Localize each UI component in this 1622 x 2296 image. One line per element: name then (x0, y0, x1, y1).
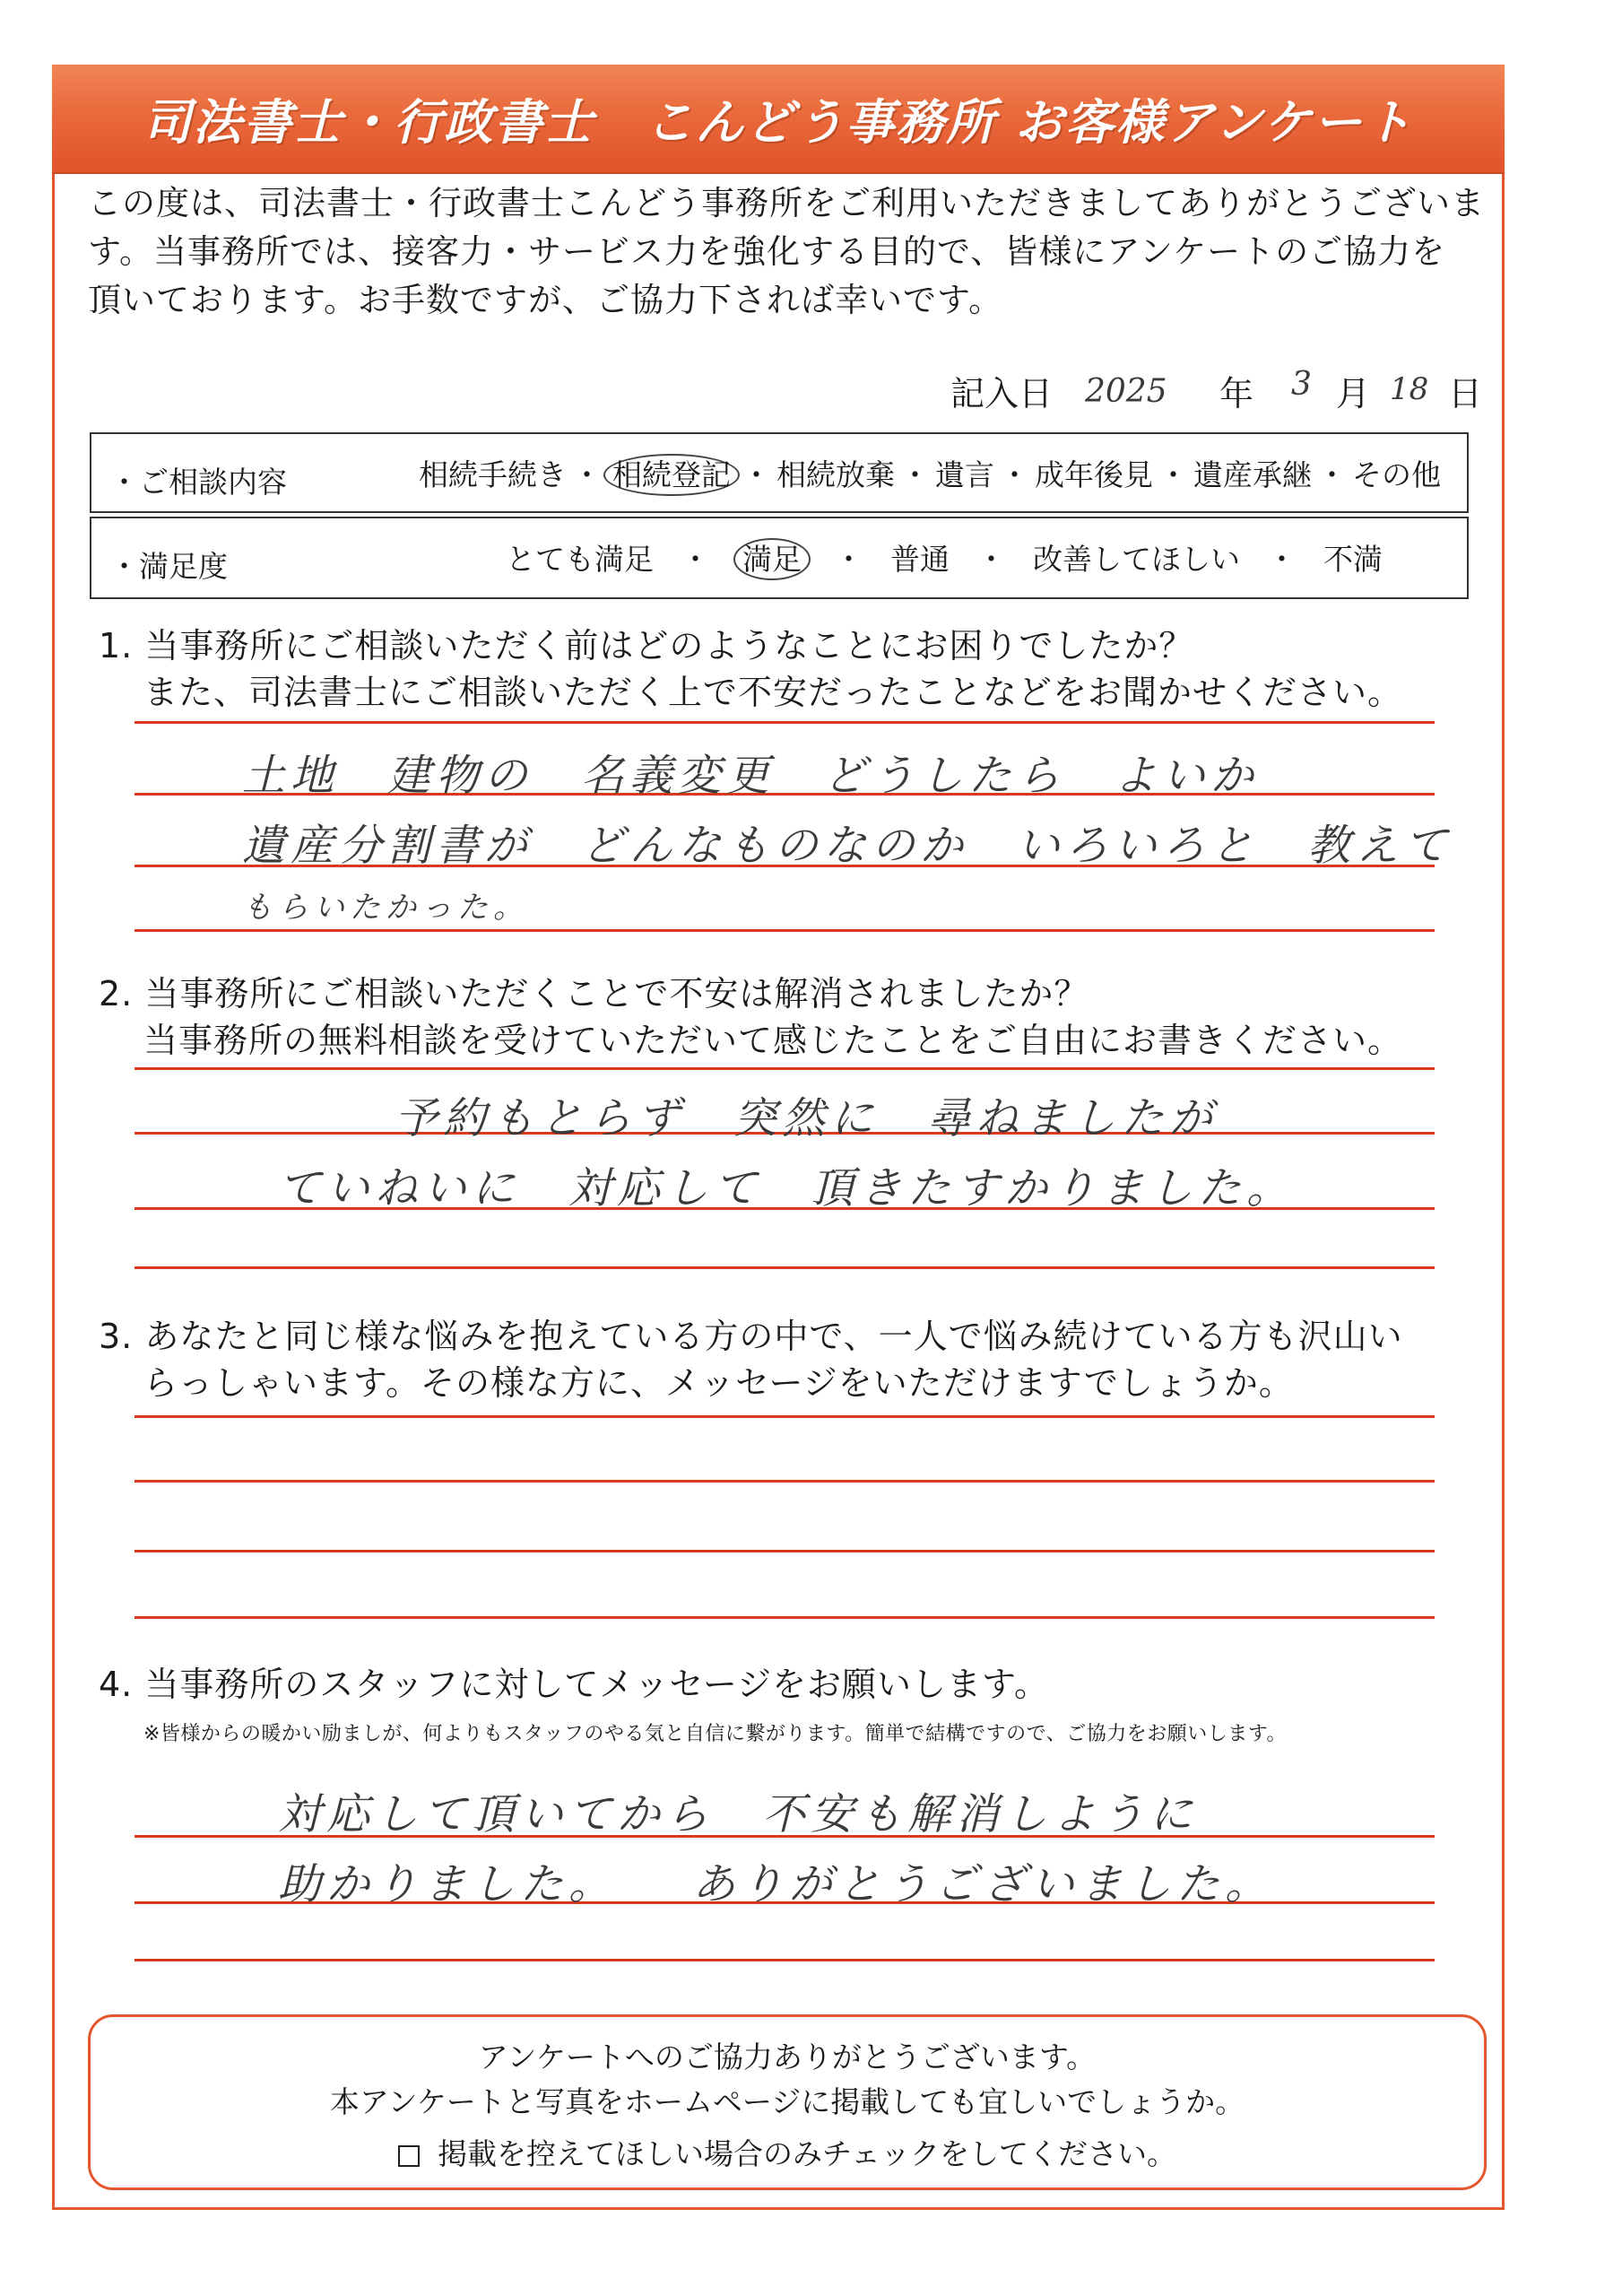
option-separator: ・ (681, 542, 710, 577)
question-4 (99, 1661, 1470, 1708)
answer-rule (134, 1067, 1435, 1070)
intro-line-2: す。当事務所では、接客力・サービス力を強化する目的で、皆様にアンケートのご協力を (88, 232, 1446, 271)
consultation-option-2[interactable]: 相続放棄 (776, 457, 895, 492)
answer-rule (134, 1480, 1435, 1483)
date-month-value[interactable]: 3 (1291, 366, 1312, 403)
month-unit: 月 (1336, 374, 1371, 413)
answer-rule (134, 1616, 1435, 1619)
answer-rule (134, 1959, 1435, 1961)
date-label: 記入日 (950, 374, 1054, 413)
question-2-line-1: 2. 当事務所にご相談いただくことで不安は解消されましたか？ (99, 974, 1089, 1013)
option-separator: ・ (742, 457, 771, 492)
question-3-line-2: らっしゃいます。その様な方に、メッセージをいただけますでしょうか。 (143, 1363, 1294, 1403)
option-separator: ・ (1267, 542, 1297, 577)
question-1-line-2: また、司法書士にご相談いただく上で不安だったことなどをお聞かせください。 (143, 673, 1403, 712)
consultation-option-5[interactable]: 遺産承継 (1193, 457, 1312, 492)
question-2-line-2: 当事務所の無料相談を受けていただいて感じたことをご自由にお書きください。 (143, 1021, 1403, 1060)
option-separator: ・ (1158, 457, 1188, 492)
answer-rule (134, 1550, 1435, 1552)
option-separator: ・ (1317, 457, 1347, 492)
survey-header (52, 65, 1505, 174)
answer-rule (134, 929, 1435, 932)
answer-4-line-2[interactable]: 助かりました。 ありがとうございました。 (278, 1859, 1274, 1909)
question-1 (99, 622, 1470, 716)
entry-date (950, 359, 1488, 413)
checkbox-label: 掲載を控えてほしい場合のみチェックをしてください。 (437, 2136, 1176, 2171)
consultation-option-0[interactable]: 相続手続き (419, 457, 567, 492)
closing-box (88, 2014, 1487, 2190)
satisfaction-option-2[interactable]: 普通 (890, 542, 950, 577)
question-1-line-1: 1. 当事務所にご相談いただく前はどのようなことにお困りでしたか？ (99, 626, 1194, 665)
answer-rule (134, 1266, 1435, 1269)
consultation-label: ・ご相談内容 (109, 465, 287, 500)
question-4-note: ※皆様からの暖かい励ましが、何よりもスタッフのやる気と自信に繋がります。簡単で結構ですので、ご協力をお願いします。 (143, 1723, 1287, 1745)
answer-4-line-1[interactable]: 対応して頂いてから 不安も解消しように (278, 1789, 1199, 1839)
consultation-option-1[interactable]: 相続登記 (603, 454, 740, 496)
option-separator: ・ (834, 542, 863, 577)
intro-line-3: 頂いております。お手数ですが、ご協力下されば幸いです。 (88, 281, 1003, 319)
consultation-option-4[interactable]: 成年後見 (1035, 457, 1153, 492)
closing-permission-question: 本アンケートと写真をホームページに掲載しても宜しいでしょうか。 (329, 2084, 1245, 2119)
satisfaction-option-0[interactable]: とても満足 (506, 542, 654, 577)
question-3-line-1: 3. あなたと同じ様な悩みを抱えている方の中で、一人で悩み続けている方も沢山い (99, 1317, 1403, 1356)
intro-text (88, 179, 1487, 325)
consultation-option-6[interactable]: その他 (1352, 457, 1441, 492)
option-separator: ・ (900, 457, 930, 492)
satisfaction-label: ・満足度 (109, 549, 228, 584)
question-2 (99, 970, 1470, 1064)
consultation-box (90, 432, 1469, 513)
satisfaction-box (90, 517, 1469, 599)
date-year-value[interactable]: 2025 (1085, 373, 1167, 410)
satisfaction-option-1[interactable]: 満足 (733, 538, 811, 580)
question-3 (99, 1313, 1470, 1406)
publish-optout-checkbox[interactable] (398, 2145, 420, 2167)
satisfaction-option-4[interactable]: 不満 (1323, 542, 1383, 577)
option-separator: ・ (1000, 457, 1029, 492)
survey-title: 司法書士・行政書士 こんどう事務所 お客様アンケート (143, 93, 1414, 151)
closing-checkbox-row (91, 2132, 1484, 2177)
option-separator: ・ (572, 457, 602, 492)
answer-2-line-2[interactable]: ていねいに 対応して 頂きたすかりました。 (278, 1163, 1296, 1213)
consultation-option-3[interactable]: 遺言 (935, 457, 994, 492)
satisfaction-options (506, 536, 1383, 578)
day-unit: 日 (1448, 374, 1483, 413)
answer-rule (134, 1415, 1435, 1418)
year-unit: 年 (1219, 374, 1254, 413)
option-separator: ・ (976, 542, 1006, 577)
satisfaction-option-3[interactable]: 改善してほしい (1033, 542, 1240, 577)
closing-thanks: アンケートへのご協力ありがとうございます。 (478, 2039, 1097, 2074)
answer-2-line-1[interactable]: 予約もとらず 突然に 尋ねましたが (395, 1093, 1219, 1144)
consultation-options (419, 452, 1441, 494)
answer-rule (134, 721, 1435, 724)
question-4-line-1: 4. 当事務所のスタッフに対してメッセージをお願いします。 (99, 1665, 1050, 1704)
answer-1-line-1[interactable]: 土地 建物の 名義変更 どうしたら よいか (242, 751, 1260, 801)
answer-1-line-3[interactable]: もらいたかった。 (242, 890, 529, 926)
date-day-value[interactable]: 18 (1390, 371, 1429, 407)
intro-line-1: この度は、司法書士・行政書士こんどう事務所をご利用いただきましてありがとうございま (88, 184, 1485, 222)
answer-1-line-2[interactable]: 遺産分割書が どんなものなのか いろいろと 教えて (242, 821, 1453, 871)
